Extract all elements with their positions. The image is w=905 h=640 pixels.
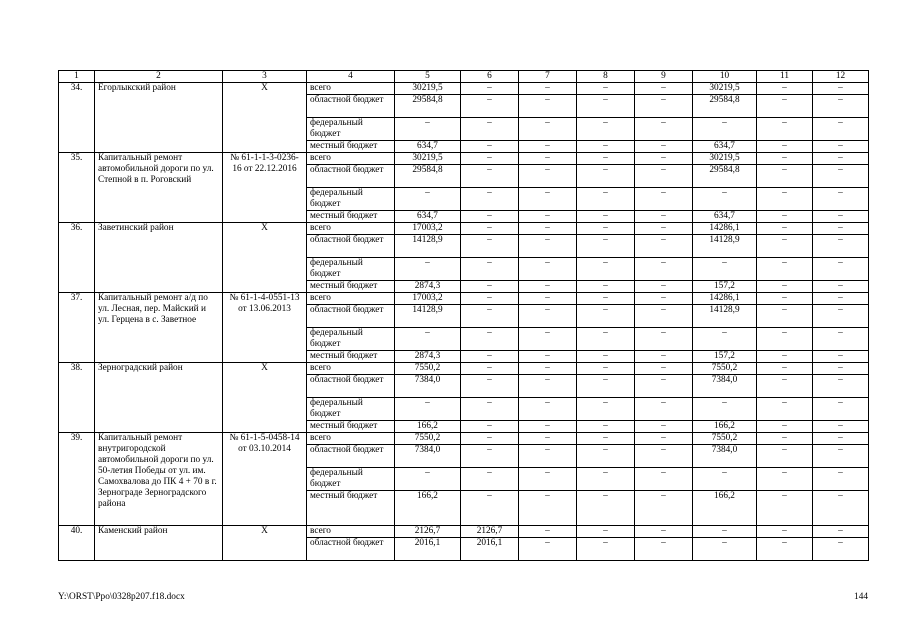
value-cell: – [519,188,577,211]
value-cell: – [693,398,757,421]
value-cell: – [693,538,757,561]
value-cell: 30219,5 [693,83,757,95]
value-cell: – [813,433,869,445]
value-cell: – [757,211,813,223]
column-number: 9 [635,71,693,83]
value-cell: – [577,445,635,468]
item-document: Х [223,526,307,561]
funding-source: федеральный бюджет [307,328,395,351]
value-cell: – [519,281,577,293]
value-cell: 2874,3 [395,281,461,293]
value-cell: – [577,351,635,363]
funding-source: федеральный бюджет [307,258,395,281]
page-number: 144 [854,592,868,602]
value-cell: – [577,328,635,351]
value-cell: – [461,468,519,491]
value-cell: – [577,468,635,491]
value-cell: – [635,526,693,538]
item-number: 39. [59,433,95,526]
value-cell: – [813,188,869,211]
value-cell: – [395,258,461,281]
value-cell: – [519,363,577,375]
item-number: 35. [59,153,95,223]
value-cell: – [757,141,813,153]
value-cell: – [635,468,693,491]
item-document: Х [223,223,307,293]
funding-source: областной бюджет [307,165,395,188]
value-cell: – [461,141,519,153]
value-cell: – [813,153,869,165]
value-cell: – [635,258,693,281]
funding-source: местный бюджет [307,351,395,363]
funding-source: областной бюджет [307,445,395,468]
value-cell: 2874,3 [395,351,461,363]
value-cell: – [577,526,635,538]
value-cell: – [519,351,577,363]
value-cell: – [519,375,577,398]
value-cell: – [519,305,577,328]
table-row [59,223,869,235]
table-row [59,526,869,538]
value-cell: – [519,433,577,445]
value-cell: – [635,118,693,141]
value-cell: – [577,293,635,305]
funding-source: всего [307,526,395,538]
value-cell: 166,2 [693,491,757,526]
value-cell: – [635,351,693,363]
column-number: 1 [59,71,95,83]
value-cell: 157,2 [693,281,757,293]
item-name: Каменский район [95,526,223,561]
value-cell: – [519,258,577,281]
value-cell: – [577,281,635,293]
value-cell: – [693,258,757,281]
item-name: Капитальный ремонт внутригородской автомобильной дороги по ул. 50-летия Победы от ул. им. Самохвалова до ПК 4 + 70 в г. Зернограде Зерноградского района [95,433,223,526]
value-cell: 14286,1 [693,293,757,305]
value-cell: – [461,83,519,95]
table-row [59,153,869,165]
value-cell: 2126,7 [461,526,519,538]
value-cell: – [577,153,635,165]
value-cell: – [693,468,757,491]
value-cell: 157,2 [693,351,757,363]
item-number: 36. [59,223,95,293]
value-cell: – [577,258,635,281]
item-name: Капитальный ремонт а/д по ул. Лесная, пер. Майский и ул. Герцена в с. Заветное [95,293,223,363]
item-document: Х [223,83,307,153]
value-cell: – [519,118,577,141]
table-row [59,363,869,375]
value-cell: – [635,398,693,421]
value-cell: – [577,433,635,445]
column-number: 4 [307,71,395,83]
value-cell: – [635,211,693,223]
funding-source: местный бюджет [307,421,395,433]
value-cell: – [757,83,813,95]
value-cell: – [757,445,813,468]
value-cell: – [757,293,813,305]
value-cell: – [813,293,869,305]
column-number: 3 [223,71,307,83]
value-cell: – [461,445,519,468]
funding-source: федеральный бюджет [307,118,395,141]
value-cell: – [693,118,757,141]
value-cell: 7550,2 [395,433,461,445]
value-cell: – [757,153,813,165]
value-cell: 2016,1 [461,538,519,561]
value-cell: – [461,305,519,328]
funding-source: местный бюджет [307,211,395,223]
value-cell: 17003,2 [395,223,461,235]
value-cell: – [635,95,693,118]
value-cell: – [519,398,577,421]
value-cell: – [813,421,869,433]
value-cell: 166,2 [395,491,461,526]
item-document: Х [223,363,307,433]
value-cell: – [519,445,577,468]
column-number: 6 [461,71,519,83]
value-cell: – [635,328,693,351]
value-cell: – [461,421,519,433]
item-name: Зерноградский район [95,363,223,433]
value-cell: – [635,293,693,305]
value-cell: 30219,5 [395,83,461,95]
value-cell: 634,7 [395,211,461,223]
value-cell: 30219,5 [693,153,757,165]
item-name: Капитальный ремонт автомобильной дороги по ул. Степной в п. Роговский [95,153,223,223]
value-cell: – [813,363,869,375]
value-cell: – [635,223,693,235]
value-cell: – [519,293,577,305]
value-cell: – [757,491,813,526]
value-cell: – [519,538,577,561]
value-cell: – [813,258,869,281]
value-cell: – [461,281,519,293]
value-cell: – [813,305,869,328]
column-number: 8 [577,71,635,83]
value-cell: 7384,0 [693,375,757,398]
value-cell: – [757,95,813,118]
value-cell: – [577,165,635,188]
value-cell: – [461,95,519,118]
funding-source: всего [307,293,395,305]
value-cell: 14128,9 [693,235,757,258]
value-cell: – [461,491,519,526]
value-cell: – [461,223,519,235]
value-cell: 166,2 [395,421,461,433]
value-cell: – [813,375,869,398]
value-cell: – [461,363,519,375]
value-cell: – [757,398,813,421]
value-cell: – [757,433,813,445]
value-cell: – [635,281,693,293]
value-cell: – [577,491,635,526]
column-number: 2 [95,71,223,83]
funding-source: всего [307,83,395,95]
value-cell: – [813,118,869,141]
value-cell: – [813,445,869,468]
value-cell: – [757,375,813,398]
value-cell: – [461,153,519,165]
value-cell: – [577,398,635,421]
value-cell: – [461,165,519,188]
value-cell: 14128,9 [693,305,757,328]
value-cell: – [395,188,461,211]
value-cell: – [693,188,757,211]
value-cell: – [635,305,693,328]
value-cell: 166,2 [693,421,757,433]
value-cell: – [519,468,577,491]
value-cell: – [519,235,577,258]
value-cell: – [757,235,813,258]
value-cell: – [813,141,869,153]
value-cell: – [577,305,635,328]
file-path: Y:\ORST\Ppo\0328p207.f18.docx [58,592,185,602]
value-cell: – [519,141,577,153]
value-cell: – [813,281,869,293]
value-cell: 29584,8 [693,165,757,188]
value-cell: – [757,363,813,375]
value-cell: – [757,118,813,141]
value-cell: – [635,363,693,375]
value-cell: – [635,141,693,153]
value-cell: – [577,421,635,433]
value-cell: – [813,538,869,561]
value-cell: – [813,491,869,526]
value-cell: – [461,258,519,281]
value-cell: 7550,2 [693,363,757,375]
value-cell: – [635,433,693,445]
value-cell: – [519,223,577,235]
table-row [59,293,869,305]
value-cell: – [395,398,461,421]
value-cell: – [813,351,869,363]
value-cell: 7550,2 [693,433,757,445]
value-cell: – [757,538,813,561]
value-cell: – [813,223,869,235]
value-cell: – [757,165,813,188]
item-number: 38. [59,363,95,433]
value-cell: – [635,83,693,95]
value-cell: – [395,328,461,351]
funding-source: местный бюджет [307,281,395,293]
value-cell: – [757,351,813,363]
funding-source: всего [307,433,395,445]
value-cell: 14286,1 [693,223,757,235]
funding-source: федеральный бюджет [307,188,395,211]
item-number: 34. [59,83,95,153]
value-cell: – [635,538,693,561]
value-cell: – [577,118,635,141]
funding-source: местный бюджет [307,141,395,153]
value-cell: – [577,538,635,561]
value-cell: – [461,351,519,363]
value-cell: – [519,95,577,118]
value-cell: – [519,83,577,95]
item-number: 40. [59,526,95,561]
value-cell: 634,7 [693,141,757,153]
column-number: 5 [395,71,461,83]
value-cell: – [757,258,813,281]
value-cell: – [813,83,869,95]
value-cell: 634,7 [395,141,461,153]
value-cell: – [813,328,869,351]
value-cell: 30219,5 [395,153,461,165]
funding-source: федеральный бюджет [307,398,395,421]
value-cell: – [577,141,635,153]
column-number: 10 [693,71,757,83]
value-cell: – [461,433,519,445]
value-cell: – [813,95,869,118]
value-cell: – [461,118,519,141]
value-cell: – [813,526,869,538]
column-number-row [59,71,869,83]
funding-source: местный бюджет [307,491,395,526]
value-cell: – [519,165,577,188]
value-cell: – [635,421,693,433]
value-cell: – [635,445,693,468]
column-number: 12 [813,71,869,83]
value-cell: – [757,526,813,538]
value-cell: – [813,398,869,421]
value-cell: – [519,526,577,538]
item-name: Заветинский район [95,223,223,293]
value-cell: – [519,153,577,165]
value-cell: – [813,165,869,188]
value-cell: – [635,491,693,526]
funding-source: областной бюджет [307,375,395,398]
item-document: № 61-1-1-3-0236-16 от 22.12.2016 [223,153,307,223]
value-cell: – [519,211,577,223]
value-cell: – [757,421,813,433]
funding-source: областной бюджет [307,538,395,561]
column-number: 7 [519,71,577,83]
value-cell: – [461,211,519,223]
value-cell: – [461,375,519,398]
funding-source: областной бюджет [307,95,395,118]
value-cell: – [635,153,693,165]
value-cell: – [395,468,461,491]
value-cell: – [813,468,869,491]
value-cell: 2126,7 [395,526,461,538]
value-cell: – [577,235,635,258]
value-cell: – [461,293,519,305]
value-cell: – [757,468,813,491]
value-cell: 7550,2 [395,363,461,375]
item-name: Егорлыкский район [95,83,223,153]
value-cell: 17003,2 [395,293,461,305]
value-cell: – [461,188,519,211]
value-cell: – [577,188,635,211]
value-cell: – [577,83,635,95]
value-cell: – [635,375,693,398]
value-cell: – [635,235,693,258]
item-document: № 61-1-5-0458-14 от 03.10.2014 [223,433,307,526]
value-cell: – [813,235,869,258]
value-cell: – [519,491,577,526]
value-cell: – [577,363,635,375]
table-row [59,433,869,445]
value-cell: – [757,305,813,328]
funding-source: всего [307,363,395,375]
value-cell: 634,7 [693,211,757,223]
value-cell: 7384,0 [395,375,461,398]
value-cell: 29584,8 [395,95,461,118]
value-cell: – [519,421,577,433]
column-number: 11 [757,71,813,83]
value-cell: – [461,398,519,421]
funding-source: всего [307,153,395,165]
funding-source: областной бюджет [307,235,395,258]
funding-source: областной бюджет [307,305,395,328]
value-cell: – [519,328,577,351]
value-cell: 7384,0 [693,445,757,468]
item-number: 37. [59,293,95,363]
value-cell: 29584,8 [693,95,757,118]
value-cell: – [461,328,519,351]
table-row [59,83,869,95]
page-footer [58,592,868,604]
value-cell: – [757,328,813,351]
funding-source: всего [307,223,395,235]
funding-source: федеральный бюджет [307,468,395,491]
item-document: № 61-1-4-0551-13 от 13.06.2013 [223,293,307,363]
value-cell: – [693,526,757,538]
value-cell: – [577,223,635,235]
value-cell: 14128,9 [395,305,461,328]
value-cell: – [635,165,693,188]
value-cell: 14128,9 [395,235,461,258]
value-cell: – [757,223,813,235]
value-cell: – [461,235,519,258]
value-cell: 7384,0 [395,445,461,468]
value-cell: – [395,118,461,141]
value-cell: – [577,211,635,223]
value-cell: – [577,95,635,118]
budget-table [58,70,869,561]
value-cell: – [813,211,869,223]
value-cell: – [635,188,693,211]
value-cell: – [577,375,635,398]
value-cell: 2016,1 [395,538,461,561]
value-cell: – [757,188,813,211]
value-cell: – [757,281,813,293]
value-cell: – [693,328,757,351]
value-cell: 29584,8 [395,165,461,188]
